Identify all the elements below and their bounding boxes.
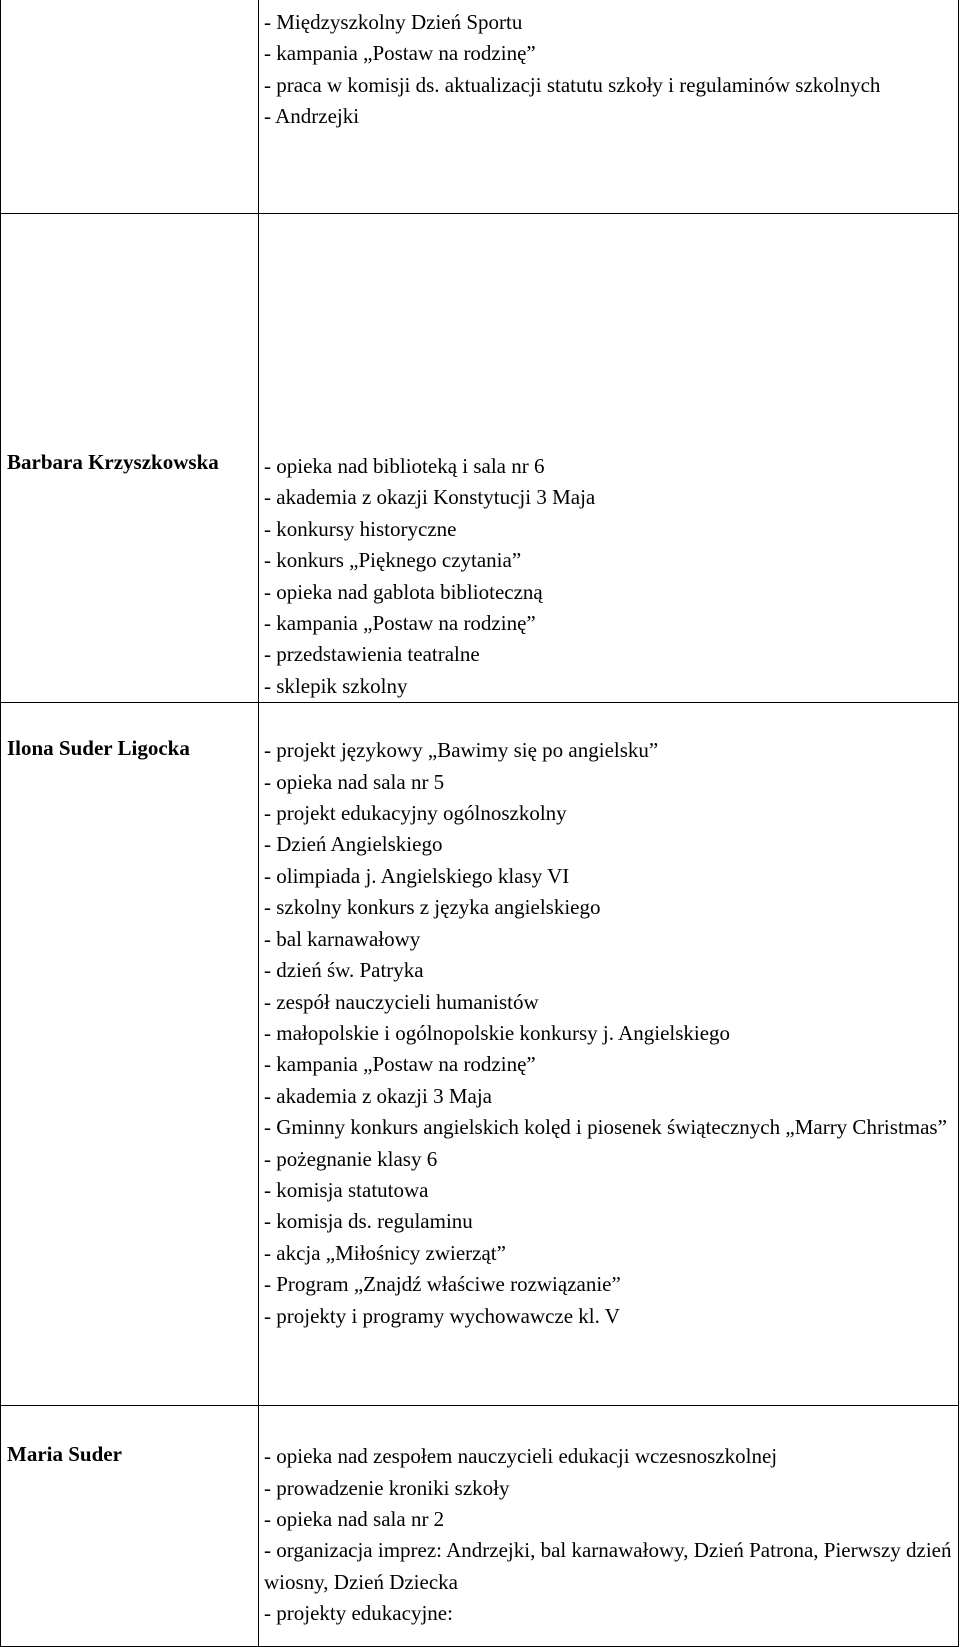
- teacher-name-cell: [1, 214, 259, 703]
- duty-item: - kampania „Postaw na rodzinę”: [264, 611, 536, 636]
- duty-item: - komisja ds. regulaminu: [264, 1209, 473, 1234]
- teacher-name: Maria Suder: [7, 1442, 122, 1467]
- duties-cell: [259, 703, 959, 1406]
- duties-list: [259, 214, 958, 702]
- duty-item: - konkursy historyczne: [264, 516, 457, 541]
- duty-item: - konkurs „Pięknego czytania”: [264, 548, 522, 573]
- duty-item: - akcja „Miłośnicy zwierząt”: [264, 1240, 506, 1265]
- duty-item: - Gminny konkurs angielskich kolęd i piosenek świątecznych „Marry Christmas”: [264, 1115, 947, 1140]
- duty-item: - opieka nad gablota biblioteczną: [264, 579, 543, 604]
- duty-item: - dzień św. Patryka: [264, 958, 424, 983]
- duty-item: - pożegnanie klasy 6: [264, 1146, 438, 1171]
- duty-item: - organizacja imprez: Andrzejki, bal karnawałowy, Dzień Patrona, Pierwszy dzień wiosny, Dzień Dziecka: [264, 1538, 952, 1594]
- duties-cell: [259, 0, 959, 214]
- teacher-name-cell: [1, 703, 259, 1406]
- table-row: [1, 0, 959, 214]
- duty-item: - prowadzenie kroniki szkoły: [264, 1475, 510, 1500]
- duty-item: - szkolny konkurs z języka angielskiego: [264, 895, 601, 920]
- duty-item: - przedstawienia teatralne: [264, 642, 480, 667]
- duty-item: - komisja statutowa: [264, 1177, 429, 1202]
- duty-item: - kampania „Postaw na rodzinę”: [264, 1052, 536, 1077]
- duties-list: [259, 1406, 958, 1629]
- duty-item: - Międzyszkolny Dzień Sportu: [264, 10, 523, 34]
- duties-list: [259, 703, 958, 1332]
- duty-item: - Dzień Angielskiego: [264, 832, 443, 857]
- duty-item: - sklepik szkolny: [264, 673, 408, 698]
- duty-item: - opieka nad sala nr 2: [264, 1507, 445, 1532]
- duty-item: - Andrzejki: [264, 104, 360, 129]
- duty-item: - opieka nad biblioteką i sala nr 6: [264, 454, 545, 478]
- duty-item: - opieka nad sala nr 5: [264, 769, 445, 794]
- duty-item: - projekty edukacyjne:: [264, 1601, 453, 1626]
- duty-item: - Program „Znajdź właściwe rozwiązanie”: [264, 1272, 621, 1297]
- duties-list: [259, 0, 958, 133]
- table-row: [1, 214, 959, 703]
- duty-item: - olimpiada j. Angielskiego klasy VI: [264, 863, 570, 888]
- teacher-name-cell: [1, 0, 259, 214]
- table-body: [1, 0, 959, 1647]
- duties-cell: [259, 1406, 959, 1647]
- duty-item: - akademia z okazji Konstytucji 3 Maja: [264, 485, 596, 510]
- duty-item: - zespół nauczycieli humanistów: [264, 989, 539, 1014]
- duty-item: - praca w komisji ds. aktualizacji statutu szkoły i regulaminów szkolnych: [264, 72, 881, 97]
- table-row: [1, 703, 959, 1406]
- duty-item: - projekt edukacyjny ogólnoszkolny: [264, 801, 567, 826]
- teacher-name: Barbara Krzyszkowska: [7, 450, 219, 474]
- duty-item: - bal karnawałowy: [264, 926, 421, 951]
- duty-item: - projekty i programy wychowawcze kl. V: [264, 1303, 620, 1328]
- duty-item: - akademia z okazji 3 Maja: [264, 1083, 492, 1108]
- duties-cell: [259, 214, 959, 703]
- duty-item: - małopolskie i ogólnopolskie konkursy j. Angielskiego: [264, 1020, 731, 1045]
- duty-item: - kampania „Postaw na rodzinę”: [264, 41, 536, 66]
- teacher-name-cell: [1, 1406, 259, 1647]
- duty-item: - opieka nad zespołem nauczycieli edukacji wczesnoszkolnej: [264, 1444, 778, 1469]
- teacher-name: Ilona Suder Ligocka: [7, 736, 190, 761]
- duty-item: - projekt językowy „Bawimy się po angielsku”: [264, 738, 659, 763]
- table-row: [1, 1406, 959, 1647]
